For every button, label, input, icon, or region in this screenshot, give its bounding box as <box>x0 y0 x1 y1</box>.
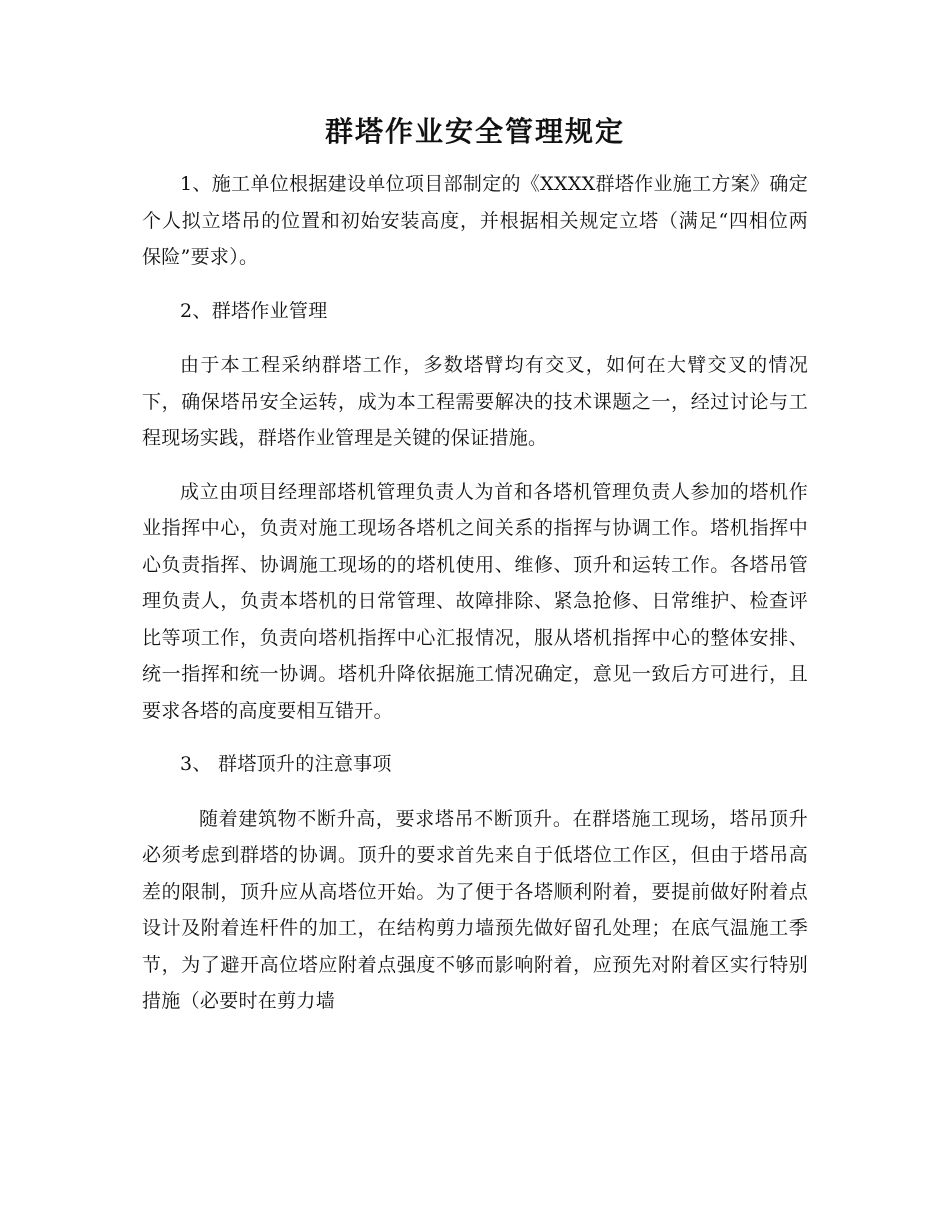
paragraph-4: 随着建筑物不断升高，要求塔吊不断顶升。在群塔施工现场，塔吊顶升必须考虑到群塔的协调。顶升的要求首先来自于低塔位工作区，但由于塔吊高差的限制，顶升应从高塔位开始。为了便于各塔顺利附着，要提前做好附着点设计及附着连杆件的加工，在结构剪力墙预先做好留孔处理；在底气温施工季节，为了避开高位塔应附着点强度不够而影响附着，应预先对附着区实行特别措施（必要时在剪力墙 <box>142 807 808 1012</box>
section-heading-3: 3、 群塔顶升的注意事项 <box>180 753 392 775</box>
paragraph-gap <box>142 457 808 474</box>
document-body <box>142 166 808 1020</box>
paragraph-3: 成立由项目经理部塔机管理负责人为首和各塔机管理负责人参加的塔机作业指挥中心，负责对施工现场各塔机之间关系的指挥与协调工作。塔机指挥中心负责指挥、协调施工现场的的塔机使用、维修、顶升和运转工作。各塔吊管理负责人，负责本塔机的日常管理、故障排除、紧急抢修、日常维护、检查评比等项工作，负责向塔机指挥中心汇报情况，服从塔机指挥中心的整体安排、统一指挥和统一协调。塔机升降依据施工情况确定，意见一致后方可进行，且要求各塔的高度要相互错开。 <box>142 480 808 722</box>
section-heading-2: 2、群塔作业管理 <box>180 299 328 322</box>
document-title: 群塔作业安全管理规定 <box>324 115 625 148</box>
paragraph-2: 由于本工程采纳群塔工作，多数塔臂均有交叉，如何在大臂交叉的情况下，确保塔吊安全运转，成为本工程需要解决的技术课题之一，经过讨论与工程现场实践，群塔作业管理是关键的保证措施。 <box>142 354 808 449</box>
paragraph-1: 1、施工单位根据建设单位项目部制定的《XXXX群塔作业施工方案》确定个人拟立塔吊的位置和初始安装高度，并根据相关规定立塔（满足“四相位两保险”要求）。 <box>142 173 808 268</box>
